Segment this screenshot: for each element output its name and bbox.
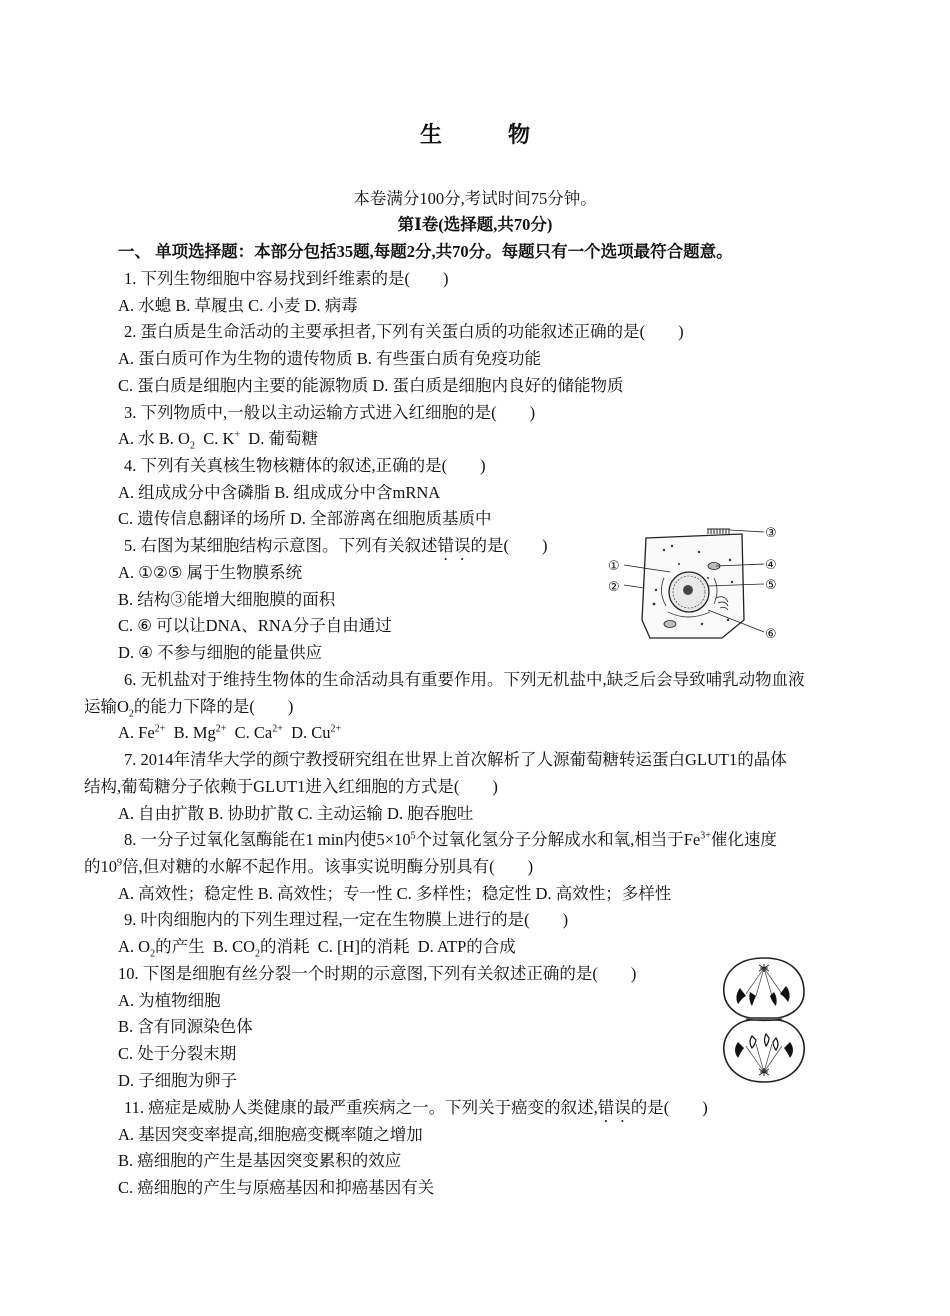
- question-8-options: A. 高效性；稳定性 B. 高效性；专一性 C. 多样性；稳定性 D. 高效性；多样性: [118, 884, 672, 903]
- question-4-options-cd: C. 遗传信息翻译的场所 D. 全部游离在细胞质基质中: [118, 509, 492, 528]
- question-10-option-d: D. 子细胞为卵子: [118, 1071, 238, 1090]
- part-heading: 第Ⅰ卷(选择题,共70分): [397, 215, 553, 234]
- label-6: ⑥: [765, 627, 777, 642]
- question-2-options-cd: C. 蛋白质是细胞内主要的能源物质 D. 蛋白质是细胞内良好的储能物质: [118, 376, 624, 395]
- question-10-stem: 10. 下图是细胞有丝分裂一个时期的示意图,下列有关叙述正确的是( ): [118, 964, 637, 983]
- question-11-stem: 11. 癌症是威胁人类健康的最严重疾病之一。下列关于癌变的叙述,错误的是( ): [124, 1098, 708, 1117]
- cell-structure-diagram: [604, 520, 794, 646]
- question-3-options: A. 水 B. $O_2$ C. K+ D. 葡萄糖: [118, 429, 318, 452]
- nucleolus: [683, 585, 693, 595]
- mitosis-diagram: [716, 952, 812, 1088]
- section-heading: 一、 单项选择题：本部分包括35题,每题2分,共70分。每题只有一个选项最符合题意。: [118, 242, 733, 261]
- page-title: 生 物: [419, 122, 552, 147]
- question-11-option-c: C. 癌细胞的产生与原癌基因和抑癌基因有关: [118, 1178, 435, 1197]
- label-1: ①: [608, 559, 620, 574]
- question-6-options: A. $Fe^{2+}$ B. $Mg^{2+}$ C. $Ca^{2+}$ D. $Cu^{2+}$: [118, 723, 342, 742]
- question-10-option-b: B. 含有同源染色体: [118, 1017, 253, 1036]
- question-1-options: A. 水螅 B. 草履虫 C. 小麦 D. 病毒: [118, 296, 358, 315]
- question-7-options: A. 自由扩散 B. 协助扩散 C. 主动运输 D. 胞吞胞吐: [118, 804, 474, 823]
- label-4: ④: [765, 558, 777, 573]
- label-3: ③: [765, 526, 777, 541]
- question-1-stem: 1. 下列生物细胞中容易找到纤维素的是( ): [124, 269, 449, 288]
- question-11-option-b: B. 癌细胞的产生是基因突变累积的效应: [118, 1151, 402, 1170]
- question-8-stem-2: 的$10^9$倍,但对糖的水解不起作用。该事实说明酶分别具有( ): [84, 857, 534, 876]
- question-6-stem-1: 6. 无机盐对于维持生物体的生命活动具有重要作用。下列无机盐中,缺乏后会导致哺乳动物血液: [124, 670, 805, 689]
- question-2-stem: 2. 蛋白质是生命活动的主要承担者,下列有关蛋白质的功能叙述正确的是( ): [124, 322, 684, 341]
- question-5-option-b: B. 结构③能增大细胞膜的面积: [118, 590, 336, 609]
- question-4-options-ab: A. 组成成分中含磷脂 B. 组成成分中含mRNA: [118, 483, 441, 502]
- question-11-option-a: A. 基因突变率提高,细胞癌变概率随之增加: [118, 1125, 423, 1144]
- question-3-stem: 3. 下列物质中,一般以主动运输方式进入红细胞的是( ): [124, 403, 536, 422]
- question-5-option-a: A. ①②⑤ 属于生物膜系统: [118, 563, 303, 582]
- question-10-option-a: A. 为植物细胞: [118, 991, 221, 1010]
- question-9-options: A. $O_2$的产生 B. $CO_2$的消耗 C. [H]的消耗 D. ATP的合成: [118, 937, 516, 960]
- question-5-stem: 5. 右图为某细胞结构示意图。下列有关叙述错误的是( ): [124, 536, 548, 555]
- label-2: ②: [608, 580, 620, 595]
- question-6-stem-2: 运输$O_2$的能力下降的是( ): [84, 697, 294, 720]
- question-9-stem: 9. 叶肉细胞内的下列生理过程,一定在生物膜上进行的是( ): [124, 910, 569, 929]
- question-5-option-c: C. ⑥ 可以让DNA、RNA分子自由通过: [118, 616, 392, 635]
- question-5-option-d: D. ④ 不参与细胞的能量供应: [118, 643, 323, 662]
- question-7-stem-2: 结构,葡萄糖分子依赖于GLUT1进入红细胞的方式是( ): [84, 777, 498, 796]
- exam-info: 本卷满分100分,考试时间75分钟。: [353, 189, 597, 208]
- question-4-stem: 4. 下列有关真核生物核糖体的叙述,正确的是( ): [124, 456, 486, 475]
- question-10-option-c: C. 处于分裂末期: [118, 1044, 237, 1063]
- question-2-options-ab: A. 蛋白质可作为生物的遗传物质 B. 有些蛋白质有免疫功能: [118, 349, 542, 368]
- question-8-stem-1: 8. 一分子过氧化氢酶能在1 min内使$5\times 10^5$个过氧化氢分子分解成水和氧,相当于$Fe^{3+}$催化速度: [124, 830, 777, 849]
- label-5: ⑤: [765, 578, 777, 593]
- microvilli: [707, 529, 730, 534]
- question-7-stem-1: 7. 2014年清华大学的颜宁教授研究组在世界上首次解析了人源葡萄糖转运蛋白GLUT1的晶体: [124, 750, 787, 769]
